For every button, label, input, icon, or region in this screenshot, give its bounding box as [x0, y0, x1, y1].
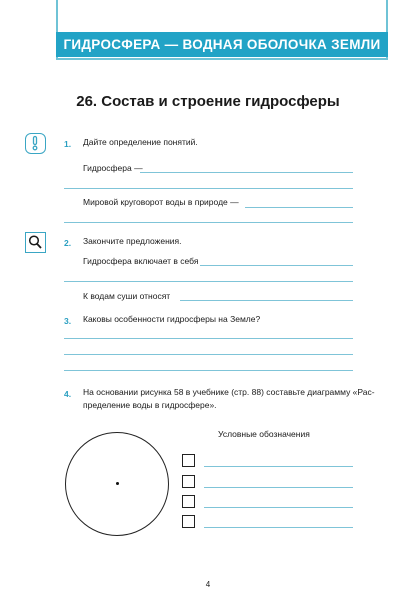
page-number: 4: [205, 580, 211, 589]
legend-checkbox[interactable]: [182, 454, 195, 467]
banner-title: ГИДРОСФЕРА — ВОДНАЯ ОБОЛОЧКА ЗЕМЛИ: [56, 32, 388, 57]
question-3-text: Каковы особенности гидросферы на Земле?: [83, 314, 261, 324]
answer-line[interactable]: [245, 207, 353, 208]
legend-line[interactable]: [204, 527, 353, 528]
answer-line[interactable]: [64, 281, 353, 282]
answer-line[interactable]: [64, 354, 353, 355]
legend-title: Условные обозначения: [218, 429, 310, 439]
legend-line[interactable]: [204, 507, 353, 508]
answer-line[interactable]: [64, 338, 353, 339]
question-4-text-line1: На основании рисунка 58 в учебнике (стр. 88) составьте диаграмму «Рас-: [83, 387, 375, 397]
legend-checkbox[interactable]: [182, 515, 195, 528]
legend-checkbox[interactable]: [182, 475, 195, 488]
answer-line[interactable]: [64, 188, 353, 189]
circle-center-dot: [116, 482, 119, 485]
question-4-text: [83, 386, 375, 412]
field-label-hydrosphere-includes: Гидросфера включает в себя: [83, 256, 199, 266]
legend-line[interactable]: [204, 466, 353, 467]
legend-line[interactable]: [204, 487, 353, 488]
question-1-number: 1.: [64, 139, 72, 149]
section-title: 26. Состав и строение гидросферы: [76, 93, 340, 110]
field-label-water-cycle: Мировой круговорот воды в природе —: [83, 197, 239, 207]
question-2-number: 2.: [64, 238, 72, 248]
answer-line[interactable]: [64, 370, 353, 371]
field-label-hydrosphere: Гидросфера —: [83, 163, 143, 173]
exclamation-icon: [25, 133, 46, 154]
question-1-text: Дайте определение понятий.: [83, 137, 198, 147]
answer-line[interactable]: [64, 222, 353, 223]
question-3-number: 3.: [64, 316, 72, 326]
question-4-text-line2: пределение воды в гидросфере».: [83, 400, 217, 410]
field-label-land-waters: К водам суши относят: [83, 291, 171, 301]
question-2-text: Закончите предложения.: [83, 236, 182, 246]
magnifier-icon: [25, 232, 46, 253]
legend-checkbox[interactable]: [182, 495, 195, 508]
answer-line[interactable]: [200, 265, 353, 266]
answer-line[interactable]: [180, 300, 353, 301]
question-4-number: 4.: [64, 389, 72, 399]
answer-line[interactable]: [140, 172, 353, 173]
